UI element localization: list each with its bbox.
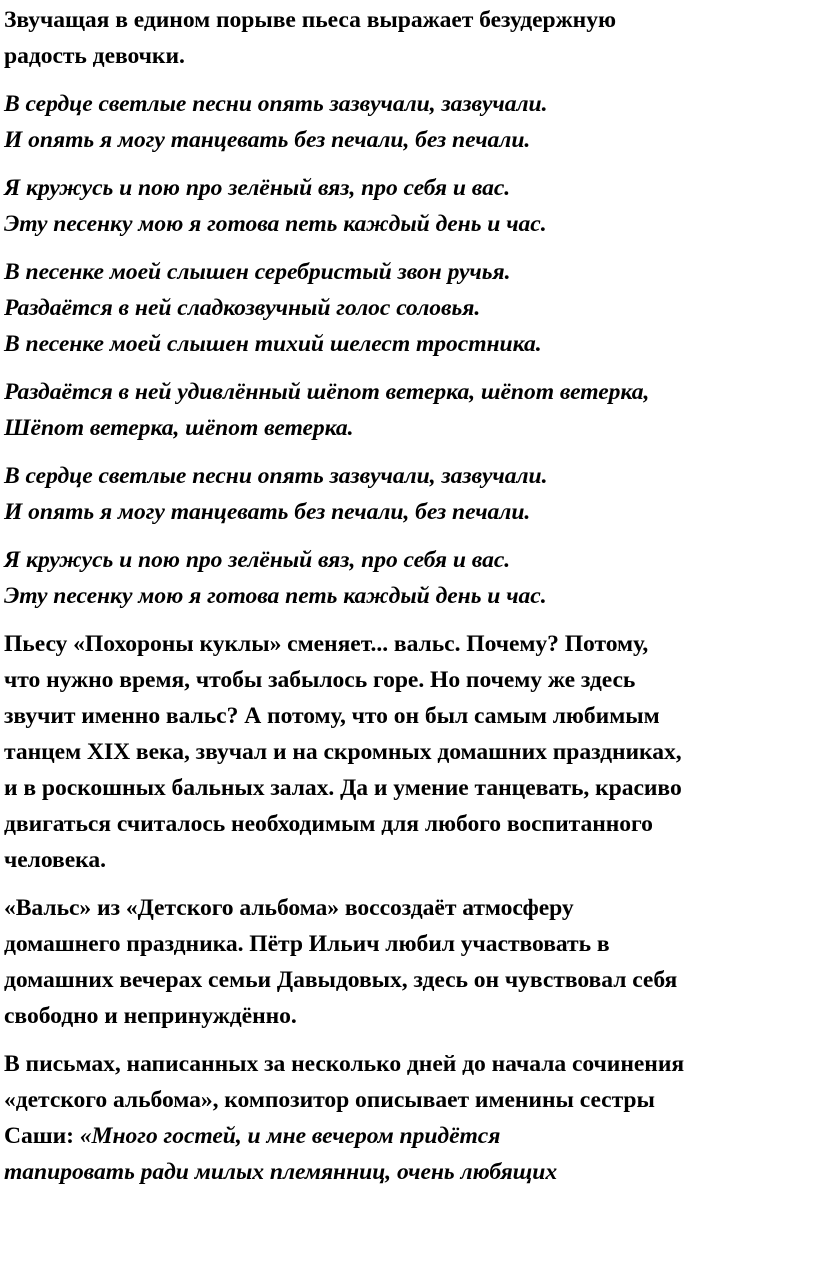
text-line: «Вальс» из «Детского альбома» воссоздаёт атмосферу [4,895,574,921]
verse-line: Раздаётся в ней удивлённый шёпот ветерка, шёпот ветерка, [4,379,650,405]
text-line: звучит именно вальс? А потому, что он был самым любимым [4,703,660,729]
verse-line: Шёпот ветерка, шёпот ветерка. [4,415,354,441]
verse-2 [4,170,812,242]
verse-line: Я кружусь и пою про зелёный вяз, про себя и вас. [4,175,511,201]
paragraph-letters [4,1046,812,1190]
quote-span: тапировать ради милых племянниц, очень любящих [4,1159,558,1185]
paragraph-intro [4,2,812,74]
text-line: радость девочки. [4,43,185,69]
verse-line: В сердце светлые песни опять зазвучали, зазвучали. [4,91,548,117]
text-line: Звучащая в едином порыве пьеса выражает безудержную [4,7,616,33]
text-line: В письмах, написанных за несколько дней до начала сочинения [4,1051,685,1077]
text-line: «детского альбома», композитор описывает именины сестры [4,1087,655,1113]
quote-span: «Много гостей, и мне вечером придётся [79,1123,501,1149]
verse-line: Я кружусь и пою про зелёный вяз, про себя и вас. [4,547,511,573]
text-line: домашнего праздника. Пётр Ильич любил участвовать в [4,931,610,957]
quote-line [4,1154,812,1190]
text-span: Саши: [4,1123,80,1149]
text-line: человека. [4,847,106,873]
verse-line: В песенке моей слышен тихий шелест тростника. [4,331,542,357]
text-line: свободно и непринуждённо. [4,1003,297,1029]
paragraph-album [4,890,812,1034]
verse-line: В песенке моей слышен серебристый звон ручья. [4,259,511,285]
verse-6 [4,542,812,614]
verse-line: Эту песенку мою я готова петь каждый день и час. [4,211,547,237]
text-line: Пьесу «Похороны куклы» сменяет... вальс. Почему? Потому, [4,631,649,657]
verse-line: В сердце светлые песни опять зазвучали, зазвучали. [4,463,548,489]
verse-line: И опять я могу танцевать без печали, без печали. [4,127,531,153]
text-line: и в роскошных бальных залах. Да и умение танцевать, красиво [4,775,682,801]
text-line: двигаться считалось необходимым для любого воспитанного [4,811,653,837]
verse-5 [4,458,812,530]
text-line: танцем XIX века, звучал и на скромных домашних праздниках, [4,739,682,765]
verse-4 [4,374,812,446]
paragraph-waltz [4,626,812,878]
verse-line: Эту песенку мою я готова петь каждый день и час. [4,583,547,609]
verse-1 [4,86,812,158]
text-line: что нужно время, чтобы забылось горе. Но почему же здесь [4,667,636,693]
verse-3 [4,254,812,362]
mixed-line [4,1118,812,1154]
verse-line: И опять я могу танцевать без печали, без печали. [4,499,531,525]
document-page [4,0,812,1190]
verse-line: Раздаётся в ней сладкозвучный голос соловья. [4,295,481,321]
text-line: домашних вечерах семьи Давыдовых, здесь он чувствовал себя [4,967,678,993]
